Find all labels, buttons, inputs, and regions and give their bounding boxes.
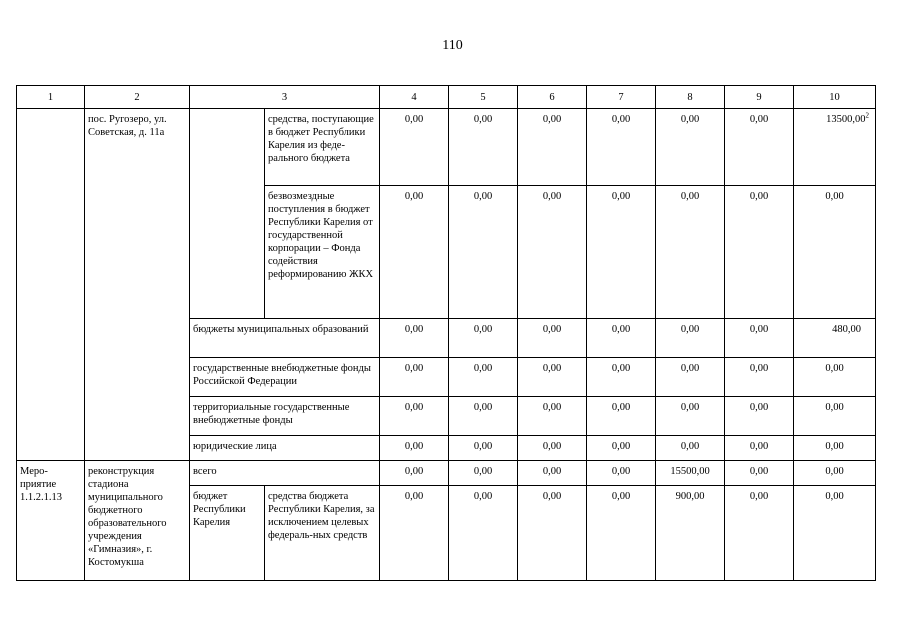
value-cell: 0,00 — [518, 358, 587, 397]
object-address-cell: пос. Ругозеро, ул. Советская, д. 11а — [85, 109, 190, 461]
column-header: 10 — [794, 86, 876, 109]
value-cell: 0,00 — [656, 319, 725, 358]
object-description-cell: реконструкция стадиона муниципального бюджетного образовательного учреждения «Гимназия», г. Костомукша — [85, 461, 190, 581]
funding-source-group-cell: бюджет Республики Карелия — [190, 486, 265, 581]
funding-source-cell: всего — [190, 461, 380, 486]
value-cell: 0,00 — [449, 486, 518, 581]
value-cell: 0,00 — [725, 358, 794, 397]
value-cell: 0,00 — [587, 319, 656, 358]
column-header: 3 — [190, 86, 380, 109]
value-cell: 0,00 — [518, 486, 587, 581]
table-row — [17, 109, 876, 186]
value-cell: 0,00 — [587, 109, 656, 186]
value-cell — [794, 109, 876, 186]
funding-source-cell: средства бюджета Республики Карелия, за исключением целевых федераль-ных средств — [265, 486, 380, 581]
value-cell: 0,00 — [794, 358, 876, 397]
value-cell: 0,00 — [794, 461, 876, 486]
value-cell: 0,00 — [518, 319, 587, 358]
value-cell: 0,00 — [725, 461, 794, 486]
value-cell: 0,00 — [725, 186, 794, 319]
value-cell: 0,00 — [380, 436, 449, 461]
value-cell: 0,00 — [656, 397, 725, 436]
value-cell: 0,00 — [380, 397, 449, 436]
value-cell: 0,00 — [449, 186, 518, 319]
value-cell: 0,00 — [794, 436, 876, 461]
value-cell: 0,00 — [518, 436, 587, 461]
footnote-mark: 2 — [865, 111, 869, 120]
column-header: 4 — [380, 86, 449, 109]
value-cell: 0,00 — [587, 461, 656, 486]
value-cell: 480,00 — [794, 319, 876, 358]
value-cell: 0,00 — [587, 486, 656, 581]
table-row — [17, 461, 876, 486]
value-cell: 0,00 — [380, 186, 449, 319]
measure-id-cell: Меро-приятие 1.1.2.1.13 — [17, 461, 85, 581]
column-header: 9 — [725, 86, 794, 109]
value-cell: 0,00 — [380, 486, 449, 581]
value-cell: 0,00 — [380, 461, 449, 486]
value-cell: 0,00 — [725, 319, 794, 358]
column-header: 8 — [656, 86, 725, 109]
value-cell: 0,00 — [794, 486, 876, 581]
funding-source-cell: государственные внебюджетные фонды Российской Федерации — [190, 358, 380, 397]
value-cell: 0,00 — [656, 436, 725, 461]
value-cell: 0,00 — [656, 186, 725, 319]
value-cell: 0,00 — [794, 397, 876, 436]
column-header: 6 — [518, 86, 587, 109]
value-cell: 0,00 — [725, 397, 794, 436]
value-cell: 0,00 — [518, 397, 587, 436]
column-header: 5 — [449, 86, 518, 109]
value-cell: 0,00 — [587, 358, 656, 397]
value-cell: 0,00 — [380, 358, 449, 397]
value-cell: 0,00 — [656, 358, 725, 397]
funding-source-cell: юридические лица — [190, 436, 380, 461]
value-cell: 0,00 — [449, 109, 518, 186]
funding-source-cell: безвозмездные поступления в бюджет Республики Карелия от государственной корпорации – Фонда содействия реформированию ЖКХ — [265, 186, 380, 319]
funding-source-cell: территориальные государственные внебюджетные фонды — [190, 397, 380, 436]
column-header: 2 — [85, 86, 190, 109]
value-cell: 15500,00 — [656, 461, 725, 486]
value-cell: 0,00 — [449, 397, 518, 436]
value-cell: 0,00 — [725, 486, 794, 581]
value-cell: 0,00 — [449, 436, 518, 461]
value-text: 13500,00 — [826, 114, 866, 125]
value-cell: 0,00 — [449, 358, 518, 397]
value-cell: 0,00 — [518, 186, 587, 319]
value-cell: 0,00 — [794, 186, 876, 319]
value-cell: 0,00 — [587, 186, 656, 319]
value-cell: 0,00 — [518, 461, 587, 486]
page-number: 110 — [442, 38, 463, 53]
funding-source-cell: бюджеты муниципальных образований — [190, 319, 380, 358]
value-cell: 0,00 — [587, 397, 656, 436]
column-number-row — [17, 86, 876, 109]
value-cell: 0,00 — [518, 109, 587, 186]
value-cell: 0,00 — [656, 109, 725, 186]
value-cell: 0,00 — [449, 461, 518, 486]
value-cell: 0,00 — [725, 436, 794, 461]
value-cell: 0,00 — [449, 319, 518, 358]
measure-id-cell — [17, 109, 85, 461]
column-header: 1 — [17, 86, 85, 109]
funding-source-cell: средства, поступающие в бюджет Республики Карелия из феде-рального бюджета — [265, 109, 380, 186]
column-header: 7 — [587, 86, 656, 109]
value-cell: 0,00 — [587, 436, 656, 461]
budget-table — [16, 85, 876, 581]
funding-source-group-cell — [190, 109, 265, 319]
value-cell: 900,00 — [656, 486, 725, 581]
value-cell: 0,00 — [725, 109, 794, 186]
value-cell: 0,00 — [380, 319, 449, 358]
value-cell: 0,00 — [380, 109, 449, 186]
